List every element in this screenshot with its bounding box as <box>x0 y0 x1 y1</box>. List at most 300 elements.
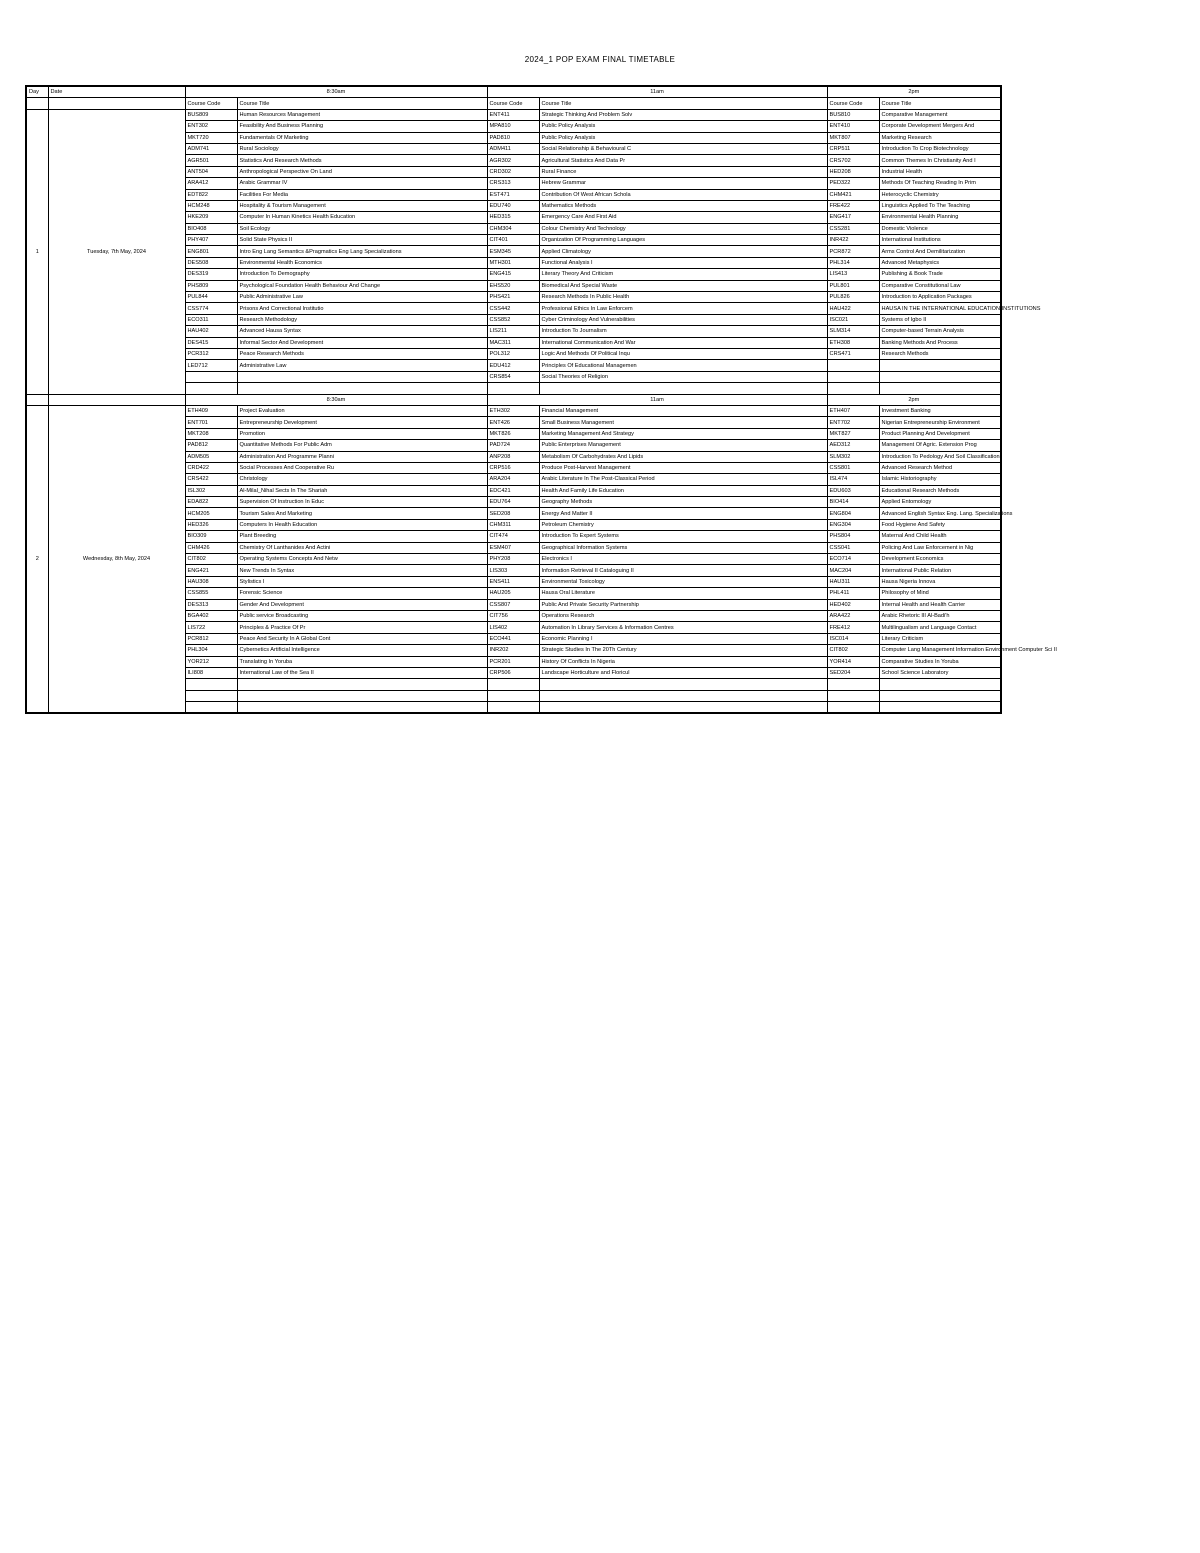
course-code: EDU412 <box>487 360 539 371</box>
course-title: Quantitative Methods For Public Adm <box>237 440 487 451</box>
course-title <box>237 371 487 382</box>
course-title: Statistics And Research Methods <box>237 155 487 166</box>
course-title: Contribution Of West African Schola <box>539 189 827 200</box>
course-code: MPA810 <box>487 121 539 132</box>
course-code: PHY407 <box>185 235 237 246</box>
course-code: ENT411 <box>487 109 539 120</box>
course-code: ANP208 <box>487 451 539 462</box>
course-title: Heterocyclic Chemistry <box>879 189 1001 200</box>
course-code: ENT410 <box>827 121 879 132</box>
course-code: CRS854 <box>487 371 539 382</box>
course-title: Arabic Literature In The Post-Classical Period <box>539 474 827 485</box>
course-code: PHY208 <box>487 554 539 565</box>
course-title: Comparative Management <box>879 109 1001 120</box>
course-code: HED208 <box>827 166 879 177</box>
course-title: Comparative Constitutional Law <box>879 280 1001 291</box>
course-title: Applied Entomology <box>879 497 1001 508</box>
course-code: PUL826 <box>827 292 879 303</box>
course-code: CSS801 <box>827 462 879 473</box>
course-title: Geography Methods <box>539 497 827 508</box>
course-title: School Science Laboratory <box>879 667 1001 678</box>
course-title: Metabolism Of Carbohydrates And Lipids <box>539 451 827 462</box>
course-code <box>827 679 879 690</box>
course-title: Translating In Yoruba <box>237 656 487 667</box>
course-code: PCR872 <box>827 246 879 257</box>
course-code: POL312 <box>487 348 539 359</box>
course-title: Principles Of Educational Managemen <box>539 360 827 371</box>
course-code: CRS471 <box>827 348 879 359</box>
course-title: Project Evaluation <box>237 405 487 416</box>
course-code: CRS702 <box>827 155 879 166</box>
course-code: MKT720 <box>185 132 237 143</box>
course-code <box>827 690 879 701</box>
course-code: SED208 <box>487 508 539 519</box>
course-code <box>185 690 237 701</box>
course-code <box>487 679 539 690</box>
course-code: MKT826 <box>487 428 539 439</box>
course-title: Introduction To Journalism <box>539 326 827 337</box>
course-code: ENG417 <box>827 212 879 223</box>
course-code: ARA204 <box>487 474 539 485</box>
course-title: Prisons And Correctional Institutio <box>237 303 487 314</box>
course-title <box>539 690 827 701</box>
course-code: ETH409 <box>185 405 237 416</box>
course-title: Social Processes And Cooperative Ru <box>237 462 487 473</box>
course-title: Organization Of Programming Languages <box>539 235 827 246</box>
course-title: Fundamentals Of Marketing <box>237 132 487 143</box>
course-title: Forensic Science <box>237 588 487 599</box>
slot-header: 11am <box>487 394 827 405</box>
course-code: AGR302 <box>487 155 539 166</box>
day-number: 2 <box>26 405 48 713</box>
course-code <box>185 702 237 714</box>
course-title: Landscape Horticulture and Floricul <box>539 667 827 678</box>
course-title: Solid State Physics II <box>237 235 487 246</box>
course-title: Information Retrieval II Cataloguing II <box>539 565 827 576</box>
course-title: Computer In Human Kinetics Health Education <box>237 212 487 223</box>
course-title: Financial Management <box>539 405 827 416</box>
course-title: Literary Criticism <box>879 633 1001 644</box>
course-title: Informal Sector And Development <box>237 337 487 348</box>
course-code: ENT702 <box>827 417 879 428</box>
course-title <box>879 679 1001 690</box>
course-code: ENT426 <box>487 417 539 428</box>
course-title: Philosophy of Mind <box>879 588 1001 599</box>
course-title: Plant Breeding <box>237 531 487 542</box>
slot-header: 2pm <box>827 86 1001 98</box>
course-code: CSS807 <box>487 599 539 610</box>
course-code: CSS852 <box>487 314 539 325</box>
course-title: International Public Relation <box>879 565 1001 576</box>
course-title: Entrepreneurship Development <box>237 417 487 428</box>
course-code: ILI808 <box>185 667 237 678</box>
course-title <box>879 690 1001 701</box>
course-title: Human Resources Management <box>237 109 487 120</box>
course-title: Marketing Management And Strategy <box>539 428 827 439</box>
course-title: Research Methods In Public Health <box>539 292 827 303</box>
course-code: ENG415 <box>487 269 539 280</box>
course-title: Rural Finance <box>539 166 827 177</box>
course-code: ECO311 <box>185 314 237 325</box>
course-title-header: Course Title <box>237 98 487 109</box>
course-title: Computer-based Terrain Analysis <box>879 326 1001 337</box>
course-title <box>879 702 1001 714</box>
course-code: PHS421 <box>487 292 539 303</box>
course-code: ESM407 <box>487 542 539 553</box>
course-code: CIT802 <box>185 554 237 565</box>
course-code <box>487 690 539 701</box>
course-title: Biomedical And Special Waste <box>539 280 827 291</box>
course-code: ETH302 <box>487 405 539 416</box>
course-title: Cybernetics Artificial Intelligence <box>237 645 487 656</box>
course-title: Food Hygiene And Safety <box>879 519 1001 530</box>
course-code: PCR812 <box>185 633 237 644</box>
course-code: CRS422 <box>185 474 237 485</box>
course-title: Tourism Sales And Marketing <box>237 508 487 519</box>
course-code: EST471 <box>487 189 539 200</box>
course-code: ECO441 <box>487 633 539 644</box>
course-code: CRS313 <box>487 178 539 189</box>
course-title: Principles & Practice Of Pr <box>237 622 487 633</box>
course-title: Environmental Toxicology <box>539 576 827 587</box>
slot-header: 8:30am <box>185 86 487 98</box>
course-title: Public service Broadcasting <box>237 610 487 621</box>
course-code <box>185 679 237 690</box>
course-title: Soil Ecology <box>237 223 487 234</box>
course-code-header: Course Code <box>827 98 879 109</box>
course-code: BIO414 <box>827 497 879 508</box>
course-title: International Institutions <box>879 235 1001 246</box>
course-title: Electronics I <box>539 554 827 565</box>
course-code: ISC014 <box>827 633 879 644</box>
course-code: ENG421 <box>185 565 237 576</box>
course-title: Intro Eng Lang Semantics &Pragmatics Eng Lang Specializations <box>237 246 487 257</box>
course-title: Systems of Igbo II <box>879 314 1001 325</box>
course-code: ISL474 <box>827 474 879 485</box>
course-code: PCR312 <box>185 348 237 359</box>
course-code: INR422 <box>827 235 879 246</box>
course-code: SED204 <box>827 667 879 678</box>
course-code: PAD724 <box>487 440 539 451</box>
course-title: Arabic Rhetoric III Al-Badi'h <box>879 610 1001 621</box>
course-title: Hausa Nigeria Innova <box>879 576 1001 587</box>
course-title: History Of Conflicts In Nigeria <box>539 656 827 667</box>
course-title: Automation In Library Services & Information Centres <box>539 622 827 633</box>
day-header: Day <box>26 86 48 98</box>
course-title: Operating Systems Concepts And Netw <box>237 554 487 565</box>
course-code: CRD422 <box>185 462 237 473</box>
course-title: Agricultural Statistics And Data Pr <box>539 155 827 166</box>
course-title: Small Business Management <box>539 417 827 428</box>
course-code: YOR414 <box>827 656 879 667</box>
course-code: YOR212 <box>185 656 237 667</box>
course-title: Advanced English Syntax Eng. Lang. Specializations <box>879 508 1001 519</box>
course-title: Petroleum Chemistry <box>539 519 827 530</box>
course-title: Energy And Matter II <box>539 508 827 519</box>
course-code <box>487 383 539 394</box>
course-code: BGA402 <box>185 610 237 621</box>
course-code: HAU308 <box>185 576 237 587</box>
course-code: CHM426 <box>185 542 237 553</box>
course-title: Arabic Grammar IV <box>237 178 487 189</box>
course-code: CIT474 <box>487 531 539 542</box>
course-title <box>879 383 1001 394</box>
course-code: MKT807 <box>827 132 879 143</box>
course-code: MKT827 <box>827 428 879 439</box>
course-code: CHM304 <box>487 223 539 234</box>
course-code: CSS774 <box>185 303 237 314</box>
course-code: ENT701 <box>185 417 237 428</box>
course-title: Psychological Foundation Health Behaviour And Change <box>237 280 487 291</box>
course-title: Public Policy Analysis <box>539 121 827 132</box>
course-title: Public Policy Analysis <box>539 132 827 143</box>
course-code: CIT401 <box>487 235 539 246</box>
course-code: HED315 <box>487 212 539 223</box>
subheader-row <box>26 98 1001 109</box>
course-title: Social Relationship & Behavioural C <box>539 143 827 154</box>
course-code: PCR201 <box>487 656 539 667</box>
course-title: Anthropological Perspective On Land <box>237 166 487 177</box>
course-title: Geographical Information Systems <box>539 542 827 553</box>
course-title: Literary Theory And Criticism <box>539 269 827 280</box>
course-title: Islamic Historiography <box>879 474 1001 485</box>
course-title: Computer Lang Management Information Environment Computer Sci II <box>879 645 1001 656</box>
course-title: Research Methodology <box>237 314 487 325</box>
course-title-header: Course Title <box>539 98 827 109</box>
slot-header: 8:30am <box>185 394 487 405</box>
course-title: Strategic Thinking And Problem Solv <box>539 109 827 120</box>
course-code: FRE412 <box>827 622 879 633</box>
course-title: Policing And Law Enforcement in Nig <box>879 542 1001 553</box>
course-code: BUS809 <box>185 109 237 120</box>
course-title: Supervision Of Instruction In Educ <box>237 497 487 508</box>
course-title: Internal Health and Health Carrier <box>879 599 1001 610</box>
course-title: Multilingualism and Language Contact <box>879 622 1001 633</box>
course-title: Hausa Oral Literature <box>539 588 827 599</box>
course-code: ADM411 <box>487 143 539 154</box>
course-title: New Trends In Syntax <box>237 565 487 576</box>
course-title: Colour Chemistry And Technology <box>539 223 827 234</box>
course-code: DES313 <box>185 599 237 610</box>
course-title: Promotion <box>237 428 487 439</box>
course-title: Peace And Security In A Global Cont <box>237 633 487 644</box>
course-title: Social Theories of Religion <box>539 371 827 382</box>
course-code: ADM741 <box>185 143 237 154</box>
course-title <box>539 702 827 714</box>
course-code <box>827 360 879 371</box>
course-code: PHS809 <box>185 280 237 291</box>
course-title <box>539 679 827 690</box>
course-code: CSS281 <box>827 223 879 234</box>
course-title: Introduction To Demography <box>237 269 487 280</box>
course-code: PHL411 <box>827 588 879 599</box>
course-code: INR202 <box>487 645 539 656</box>
course-code: HCM205 <box>185 508 237 519</box>
course-code: PHL314 <box>827 257 879 268</box>
course-code: ENG304 <box>827 519 879 530</box>
course-title: Administration And Programme Planni <box>237 451 487 462</box>
course-code: LIS211 <box>487 326 539 337</box>
slot-header: 11am <box>487 86 827 98</box>
course-title: Rural Sociology <box>237 143 487 154</box>
course-code: CSS041 <box>827 542 879 553</box>
course-title: Introduction To Expert Systems <box>539 531 827 542</box>
course-code: HAU205 <box>487 588 539 599</box>
course-title: Marketing Research <box>879 132 1001 143</box>
course-title: Applied Climatology <box>539 246 827 257</box>
course-code: HED402 <box>827 599 879 610</box>
date-header: Date <box>48 86 185 98</box>
course-code: HCM248 <box>185 200 237 211</box>
course-title: Health And Family Life Education <box>539 485 827 496</box>
course-code: ANT504 <box>185 166 237 177</box>
course-code: DES508 <box>185 257 237 268</box>
exam-date: Wednesday, 8th May, 2024 <box>48 405 185 713</box>
course-code: PUL801 <box>827 280 879 291</box>
course-title: Linguistics Applied To The Teaching <box>879 200 1001 211</box>
course-code-header: Course Code <box>487 98 539 109</box>
course-title: International Communication And War <box>539 337 827 348</box>
course-code: CIT756 <box>487 610 539 621</box>
course-title: Al-Milal_Nihal Sects In The Shariah <box>237 485 487 496</box>
course-title: Public Enterprises Management <box>539 440 827 451</box>
course-title: Publishing & Book Trade <box>879 269 1001 280</box>
course-title: Facilities For Media <box>237 189 487 200</box>
course-code: ENG801 <box>185 246 237 257</box>
course-code: ENG804 <box>827 508 879 519</box>
course-code: ARA412 <box>185 178 237 189</box>
course-title: Domestic Violence <box>879 223 1001 234</box>
course-code: DES415 <box>185 337 237 348</box>
course-code: MAC204 <box>827 565 879 576</box>
course-title-header: Course Title <box>879 98 1001 109</box>
course-title: Advanced Research Method <box>879 462 1001 473</box>
course-title: Public And Private Security Partnership <box>539 599 827 610</box>
course-code: CSS855 <box>185 588 237 599</box>
course-code: CRP516 <box>487 462 539 473</box>
course-code: LIS722 <box>185 622 237 633</box>
course-title: Maternal And Child Health <box>879 531 1001 542</box>
course-code: ENT302 <box>185 121 237 132</box>
course-code: LIS303 <box>487 565 539 576</box>
course-title: Strategic Studies In The 20Th Century <box>539 645 827 656</box>
course-title: Produce Post-Harvest Management <box>539 462 827 473</box>
course-code: PHL304 <box>185 645 237 656</box>
course-code: ARA422 <box>827 610 879 621</box>
course-title: Arms Control And Demilitarization <box>879 246 1001 257</box>
course-code: CHM311 <box>487 519 539 530</box>
table-row <box>26 405 1001 416</box>
course-code: BIO408 <box>185 223 237 234</box>
course-code: ISC021 <box>827 314 879 325</box>
course-code: HED326 <box>185 519 237 530</box>
course-title: Introduction To Pedology And Soil Classification <box>879 451 1001 462</box>
course-code <box>185 383 237 394</box>
course-title: Christology <box>237 474 487 485</box>
course-code: FRE422 <box>827 200 879 211</box>
course-title: Stylistics I <box>237 576 487 587</box>
course-title: International Law of the Sea II <box>237 667 487 678</box>
course-code: EHS520 <box>487 280 539 291</box>
course-title: Banking Methods And Process <box>879 337 1001 348</box>
course-title: Corporate Development Mergers And <box>879 121 1001 132</box>
course-code: DES319 <box>185 269 237 280</box>
course-code: CHM421 <box>827 189 879 200</box>
course-title <box>879 360 1001 371</box>
course-title: Introduction To Crop Biotechnology <box>879 143 1001 154</box>
course-code <box>827 371 879 382</box>
course-title: Research Methods <box>879 348 1001 359</box>
header-row <box>26 86 1001 98</box>
subheader-row <box>26 394 1001 405</box>
course-code <box>827 383 879 394</box>
course-code: CRP506 <box>487 667 539 678</box>
course-code: MKT208 <box>185 428 237 439</box>
course-title: Cyber Criminology And Vulnerabilities <box>539 314 827 325</box>
course-code: CRP511 <box>827 143 879 154</box>
course-code: ETH407 <box>827 405 879 416</box>
course-code: EDU764 <box>487 497 539 508</box>
course-code: EDU740 <box>487 200 539 211</box>
course-title: Development Economics <box>879 554 1001 565</box>
course-code <box>185 371 237 382</box>
course-title: Methods Of Teaching Reading In Prim <box>879 178 1001 189</box>
course-title <box>879 371 1001 382</box>
course-code: ADM505 <box>185 451 237 462</box>
course-code: PED322 <box>827 178 879 189</box>
course-title <box>237 383 487 394</box>
course-title: Public Administrative Law <box>237 292 487 303</box>
course-code: MTH301 <box>487 257 539 268</box>
course-title: Comparative Studies In Yoruba <box>879 656 1001 667</box>
course-code: HAU422 <box>827 303 879 314</box>
course-title: Mathematics Methods <box>539 200 827 211</box>
course-code: CSS442 <box>487 303 539 314</box>
page-title: 2024_1 POP EXAM FINAL TIMETABLE <box>524 55 676 64</box>
course-title: Investment Banking <box>879 405 1001 416</box>
course-title: Hebrew Grammar <box>539 178 827 189</box>
course-code <box>827 702 879 714</box>
course-title: Environmental Health Planning <box>879 212 1001 223</box>
course-code: HAU402 <box>185 326 237 337</box>
course-code: ISL302 <box>185 485 237 496</box>
course-code: CRD302 <box>487 166 539 177</box>
course-code: BUS810 <box>827 109 879 120</box>
course-title: Administrative Law <box>237 360 487 371</box>
course-title: Peace Research Methods <box>237 348 487 359</box>
course-code: EDC421 <box>487 485 539 496</box>
course-title: Nigerian Entrepreneurship Environment <box>879 417 1001 428</box>
exam-date: Tuesday, 7th May, 2024 <box>48 109 185 394</box>
course-code: EDT822 <box>185 189 237 200</box>
course-title: Logic And Methods Of Political Inqu <box>539 348 827 359</box>
course-title: Emergency Care And First Aid <box>539 212 827 223</box>
course-code: CIT802 <box>827 645 879 656</box>
course-title: Advanced Metaphysics <box>879 257 1001 268</box>
course-code: PAD812 <box>185 440 237 451</box>
course-code: SLM302 <box>827 451 879 462</box>
course-title: Advanced Hausa Syntax <box>237 326 487 337</box>
course-title: Chemistry Of Lanthanides And Actini <box>237 542 487 553</box>
course-title: Operations Research <box>539 610 827 621</box>
day-number: 1 <box>26 109 48 394</box>
course-code: LIS402 <box>487 622 539 633</box>
course-title: Common Themes In Christianity And I <box>879 155 1001 166</box>
course-title: Management Of Agric. Extension Prog <box>879 440 1001 451</box>
course-code: ESM345 <box>487 246 539 257</box>
course-code: ETH308 <box>827 337 879 348</box>
course-title: Computers In Health Education <box>237 519 487 530</box>
